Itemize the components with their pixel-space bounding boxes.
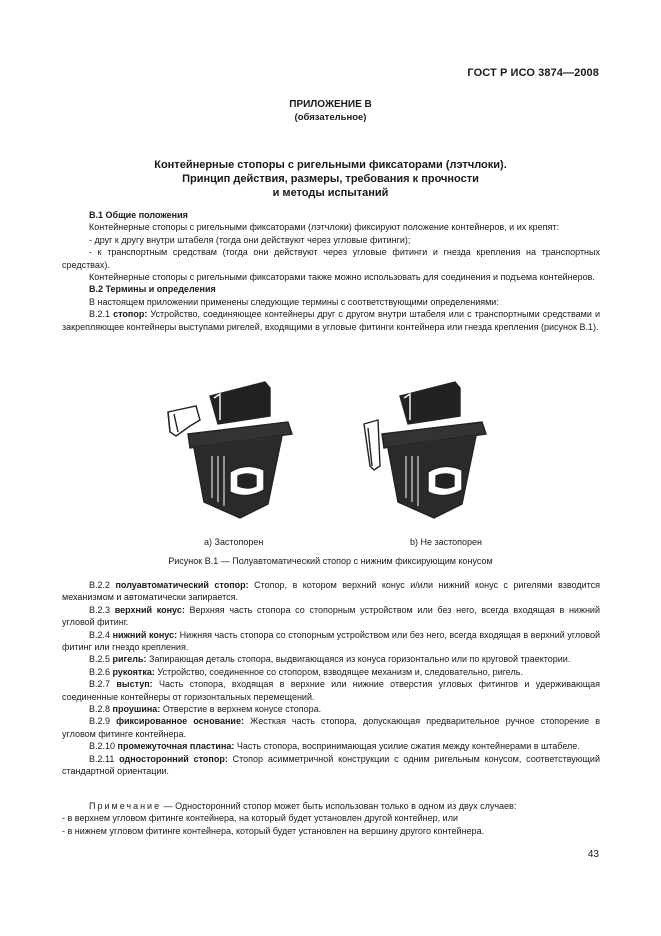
paragraph: В настоящем приложении применены следующие термины с соответствующими определениями: xyxy=(89,296,499,307)
annex-heading xyxy=(0,158,661,200)
definition: Устройство, соединенное со стопором, взводящее механизм и, следовательно, ригель. xyxy=(154,666,523,677)
definition: Запирающая деталь стопора, выдвигающаяся из конуса горизонтально или по круговой траектории. xyxy=(146,654,571,665)
section-general xyxy=(62,209,600,333)
definition: Отверстие в верхнем конусе стопора. xyxy=(160,704,322,715)
term-number: В.2.10 xyxy=(89,741,118,752)
definition: Стопор асимметричной конструкции с одним ригельным конусом, соответствующий стандартной ориентации. xyxy=(62,753,600,777)
annex-title: ПРИЛОЖЕНИЕ В xyxy=(289,99,372,110)
term: стопор: xyxy=(113,309,148,320)
section-heading: В.1 Общие положения xyxy=(89,210,188,220)
term-definition xyxy=(62,666,600,678)
term-number: В.2.6 xyxy=(89,666,113,677)
term-definition xyxy=(62,308,600,333)
twistlock-unlocked-illustration xyxy=(360,376,500,526)
term-number: В.2.9 xyxy=(89,716,117,727)
term-number: В.2.7 xyxy=(89,679,117,690)
note-text: — Односторонний стопор может быть использован только в одном из двух случаев: xyxy=(161,801,517,811)
note-label: Примечание xyxy=(89,801,162,811)
section-heading: В.2 Термины и определения xyxy=(89,284,216,295)
term-number: В.2.8 xyxy=(89,704,113,715)
term-number: В.2.5 xyxy=(89,654,113,665)
term: выступ: xyxy=(116,679,153,690)
term: ригель: xyxy=(112,654,147,665)
term-definition xyxy=(62,703,600,715)
figure-subcaption-a: a) Застопорен xyxy=(204,537,264,547)
term: полуавтоматический стопор: xyxy=(115,580,249,590)
annex-heading-line-1: Контейнерные стопоры с ригельными фиксаторами (лэтчлоки). xyxy=(154,159,507,171)
definition: Часть стопора, входящая в верхние или нижние отверстия угловых фитингов и удерживающая соединенные контейнеры от горизонтальных перемещений. xyxy=(62,679,601,702)
definition: Часть стопора, воспринимающая усилие сжатия между контейнерами в штабеле. xyxy=(234,741,580,752)
terms-list xyxy=(62,579,600,778)
term-number: В.2.4 xyxy=(89,629,113,640)
term-definition xyxy=(62,653,600,665)
document-id: ГОСТ Р ИСО 3874—2008 xyxy=(467,67,599,79)
annex-heading-line-3: и методы испытаний xyxy=(272,187,389,199)
list-item: - в нижнем угловом фитинге контейнера, который будет установлен на вершину другого контейнера. xyxy=(62,825,485,836)
term-definition xyxy=(62,604,600,629)
list-item: - друг к другу внутри штабеля (тогда они действуют через угловые фитинги); xyxy=(89,234,411,245)
term: промежуточная пластина: xyxy=(117,741,235,752)
definition: Нижняя часть стопора со стопорным устройством или без него, всегда входящая в верхний угловой фитинг или гнездо крепления. xyxy=(62,629,600,653)
term-definition xyxy=(62,579,600,604)
note xyxy=(62,800,600,812)
term-number: В.2.1 xyxy=(89,309,114,320)
term: проушина: xyxy=(112,704,161,715)
annex-heading-line-2: Принцип действия, размеры, требования к прочности xyxy=(182,173,479,185)
term: рукоятка: xyxy=(112,666,155,677)
note-block xyxy=(62,800,600,837)
term-number: В.2.2 xyxy=(89,580,116,590)
term-definition xyxy=(62,753,600,778)
term: верхний конус: xyxy=(114,604,185,615)
paragraph: Контейнерные стопоры с ригельными фиксаторами также можно использовать для соединения и подъема контейнеров. xyxy=(89,272,595,283)
figure-caption: Рисунок В.1 — Полуавтоматический стопор с нижним фиксирующим конусом xyxy=(168,556,493,566)
definition: Стопор, в котором верхний конус и/или нижний конус с ригелями взводится механизмом и автоматически запирается. xyxy=(62,580,601,603)
term-definition xyxy=(62,629,600,654)
definition: Жесткая часть стопора, допускающая предварительное ручное стопорение в угловом фитинге контейнера. xyxy=(62,716,600,739)
term-definition xyxy=(62,678,600,703)
paragraph: Контейнерные стопоры с ригельными фиксаторами (лэтчлоки) фиксируют положение контейнеров, и их крепят: xyxy=(89,222,560,233)
list-item: - к транспортным средствам (тогда они действуют через угловые фитинги и гнезда крепления на транспортных средствах). xyxy=(62,247,600,270)
term: нижний конус: xyxy=(112,629,178,640)
definition: Верхняя часть стопора со стопорным устройством или без него, всегда входящая в нижний угловой фитинг. xyxy=(62,604,600,628)
annex-status: (обязательное) xyxy=(294,112,367,123)
term-definition xyxy=(62,715,600,740)
term-number: В.2.3 xyxy=(89,604,115,615)
term: односторонний стопор: xyxy=(119,753,228,764)
list-item: - в верхнем угловом фитинге контейнера, на который будет установлен другой контейнер, или xyxy=(62,813,458,824)
term-definition xyxy=(62,740,600,752)
term: фиксированное основание: xyxy=(116,716,244,727)
twistlock-locked-illustration xyxy=(160,376,300,526)
term-number: В.2.11 xyxy=(89,753,120,764)
page-number: 43 xyxy=(587,849,599,860)
figure-subcaption-b: b) Не застопорен xyxy=(410,537,483,547)
definition: Устройство, соединяющее контейнеры друг с другом внутри штабеля или с транспортными средствами и закрепляющее контейнеры выступами ригелей, входящими в угловые фитинги контейнера или гнезда крепления (рисунок В.1). xyxy=(62,309,601,332)
